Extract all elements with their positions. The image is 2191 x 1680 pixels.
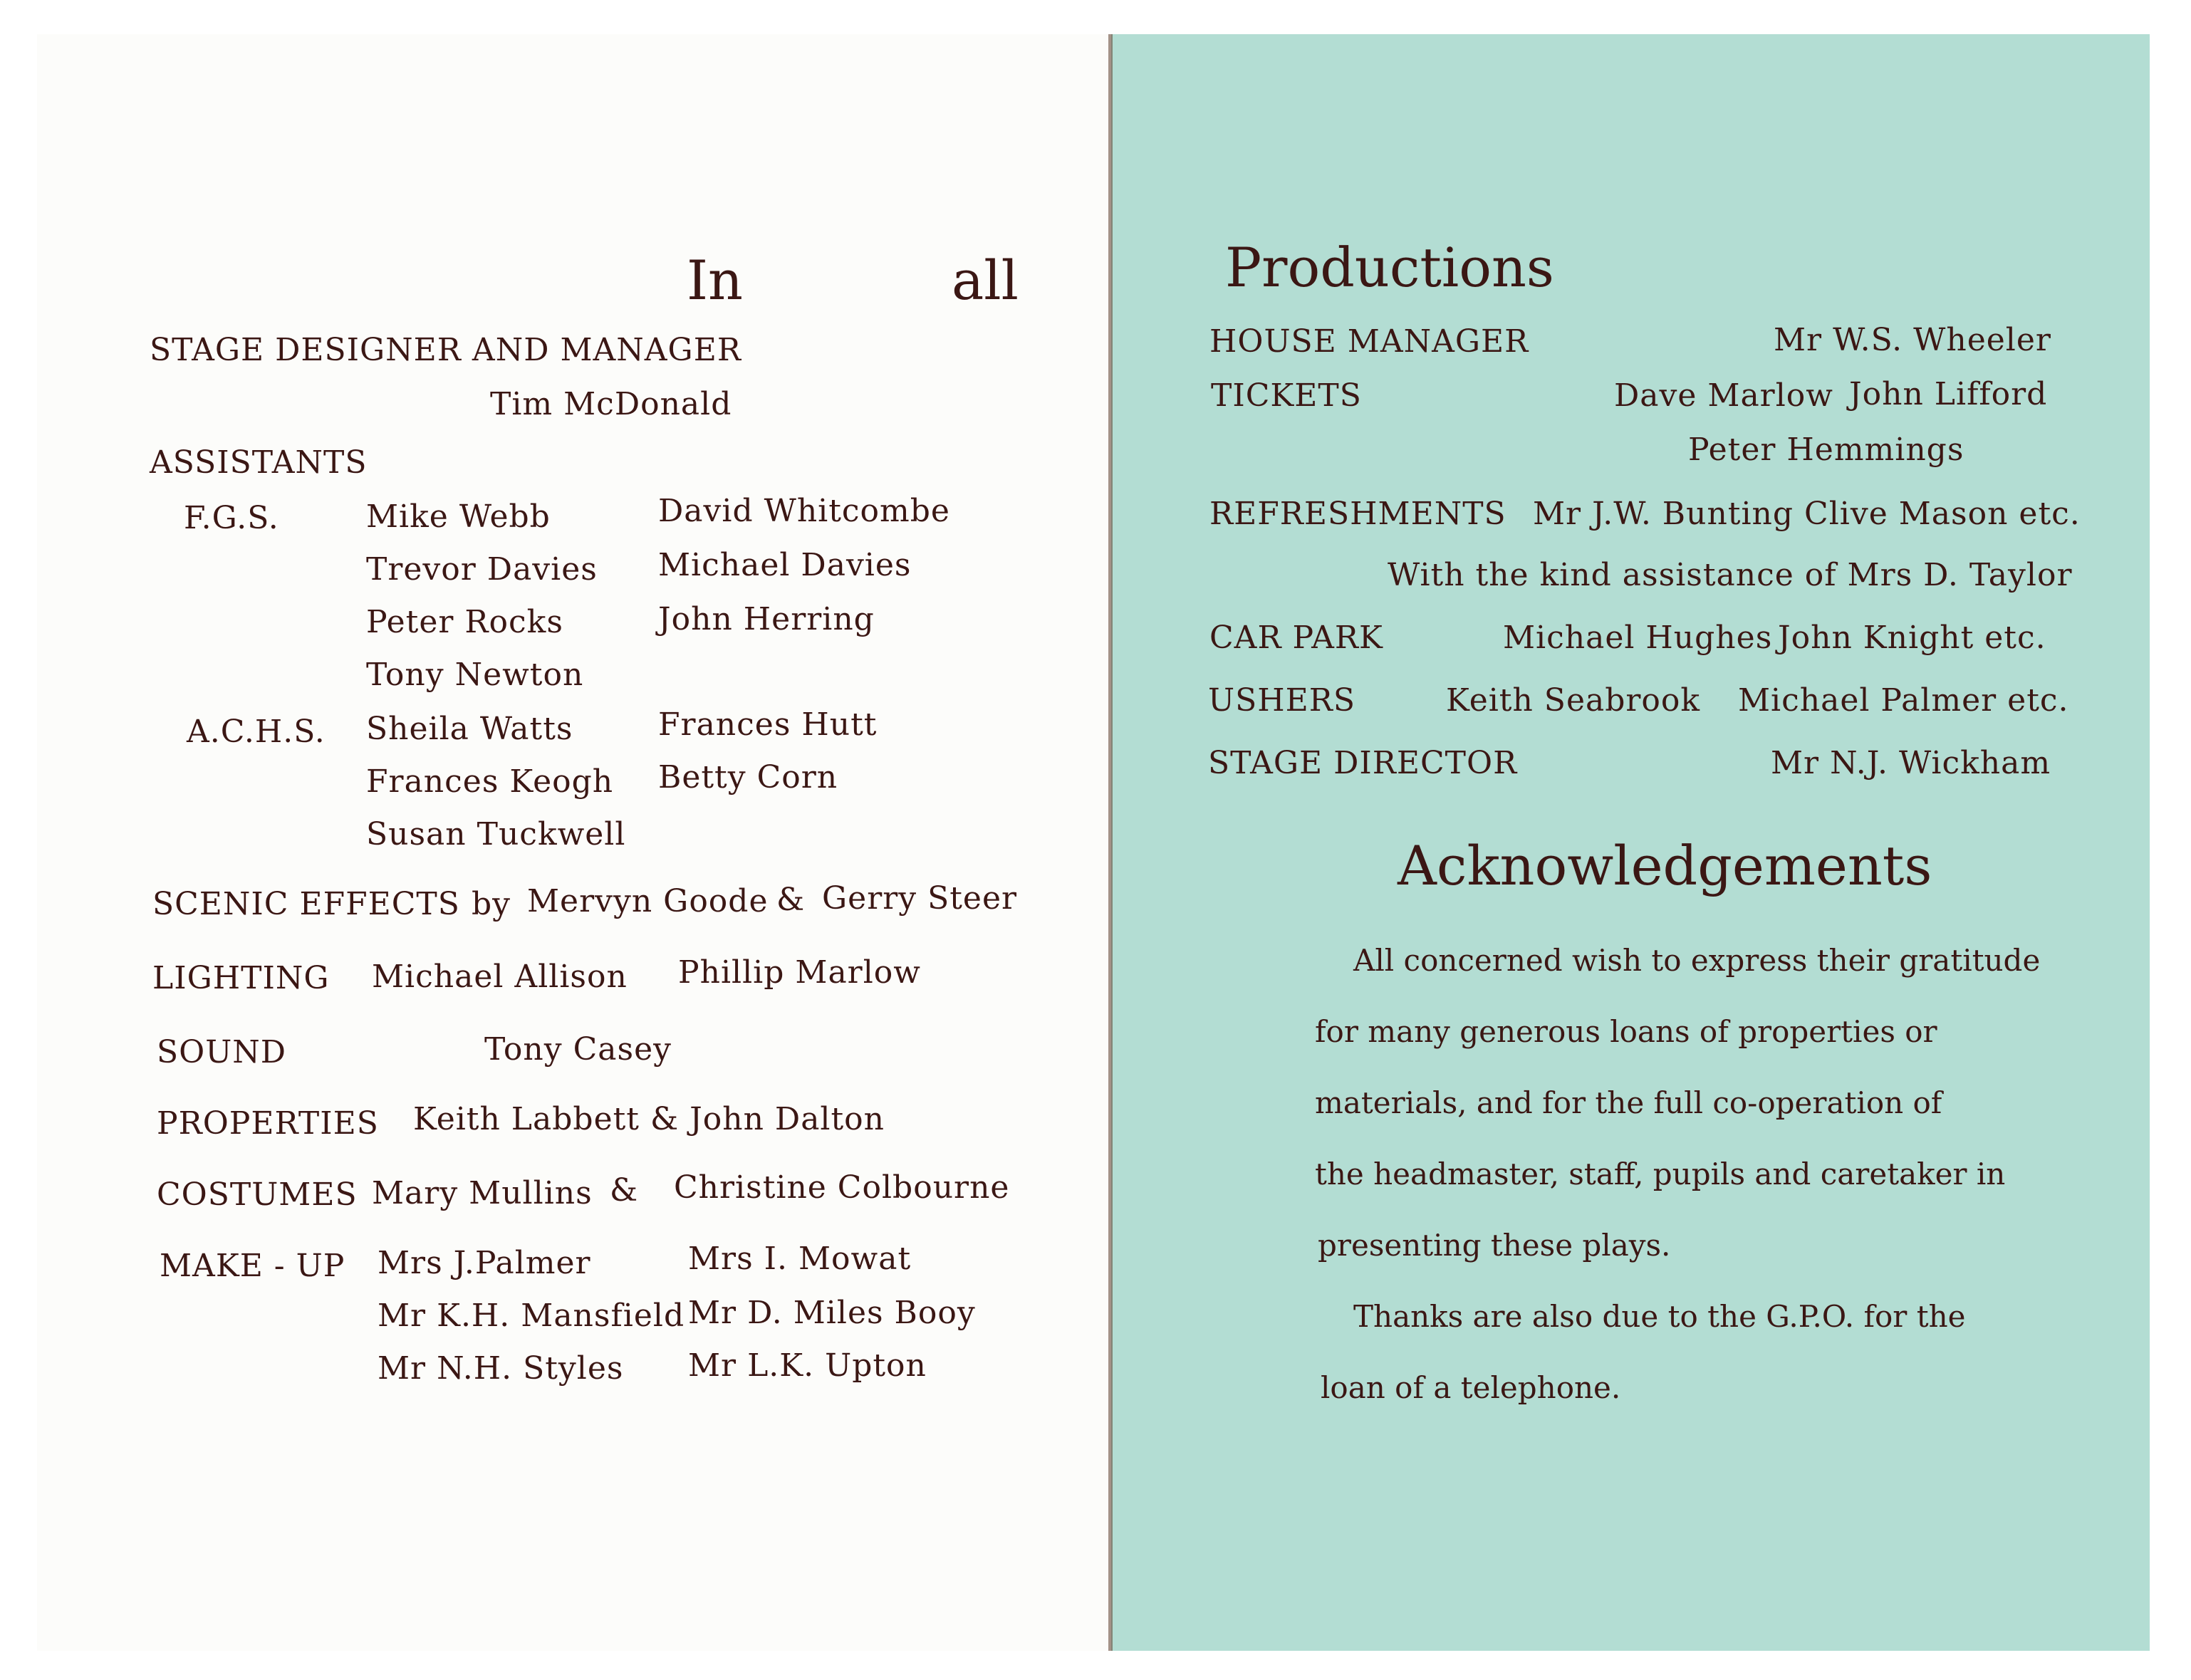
ack-line: presenting these plays. xyxy=(1318,1228,1671,1263)
ushers-name: Michael Palmer etc. xyxy=(1738,682,2069,719)
scenic-effects-label: SCENIC EFFECTS xyxy=(152,886,460,922)
assistance-note: With the kind assistance of Mrs D. Taylor xyxy=(1388,557,2073,593)
tickets-label: TICKETS xyxy=(1211,377,1362,414)
lighting-name: Michael Allison xyxy=(372,959,628,995)
car-park-label: CAR PARK xyxy=(1209,620,1383,656)
car-park-name: John Knight etc. xyxy=(1778,620,2046,656)
fgs-name: Michael Davies xyxy=(658,547,912,583)
makeup-name: Mrs I. Mowat xyxy=(688,1241,912,1277)
achs-label: A.C.H.S. xyxy=(187,714,326,750)
acknowledgements-heading: Acknowledgements xyxy=(1398,834,1932,897)
ushers-name: Keith Seabrook xyxy=(1446,682,1701,719)
achs-name: Susan Tuckwell xyxy=(366,816,626,852)
fgs-label: F.G.S. xyxy=(184,500,279,536)
productions-heading: Productions xyxy=(1225,236,1554,299)
makeup-name: Mr D. Miles Booy xyxy=(688,1295,976,1331)
fgs-name: David Whitcombe xyxy=(658,493,950,529)
heading-all: all xyxy=(952,249,1019,312)
costumes-name: Christine Colbourne xyxy=(674,1169,1010,1206)
ushers-label: USHERS xyxy=(1208,682,1355,719)
lighting-name: Phillip Marlow xyxy=(678,954,921,991)
ack-line: All concerned wish to express their gratitude xyxy=(1353,943,2041,978)
scenic-name: Gerry Steer xyxy=(822,880,1018,917)
ack-line: materials, and for the full co-operation of xyxy=(1315,1085,1942,1120)
stage-director-label: STAGE DIRECTOR xyxy=(1208,745,1518,781)
stage-designer-name: Tim McDonald xyxy=(490,386,732,422)
makeup-name: Mr N.H. Styles xyxy=(378,1350,624,1387)
achs-name: Frances Keogh xyxy=(366,763,614,800)
stage-designer-label: STAGE DESIGNER AND MANAGER xyxy=(150,332,741,368)
stage-director-name: Mr N.J. Wickham xyxy=(1771,745,2051,781)
makeup-name: Mrs J.Palmer xyxy=(378,1245,591,1281)
house-manager-name: Mr W.S. Wheeler xyxy=(1774,322,2051,358)
achs-name: Betty Corn xyxy=(658,759,838,795)
assistants-label: ASSISTANTS xyxy=(150,444,368,481)
scenic-by: by xyxy=(472,886,511,922)
fgs-name: John Herring xyxy=(658,601,875,637)
sound-name: Tony Casey xyxy=(484,1031,672,1068)
lighting-label: LIGHTING xyxy=(152,960,330,996)
refreshments-label: REFRESHMENTS xyxy=(1209,496,1506,532)
ack-line: Thanks are also due to the G.P.O. for the xyxy=(1353,1299,1966,1334)
page-spine xyxy=(1108,34,1113,1651)
ack-line: loan of a telephone. xyxy=(1321,1370,1621,1405)
refreshments-names: Mr J.W. Bunting Clive Mason etc. xyxy=(1533,496,2081,532)
heading-in: In xyxy=(687,249,743,312)
achs-name: Sheila Watts xyxy=(366,711,573,747)
scenic-ampersand: & xyxy=(776,882,806,918)
costumes-ampersand: & xyxy=(610,1172,639,1209)
fgs-name: Tony Newton xyxy=(366,657,584,693)
fgs-name: Peter Rocks xyxy=(366,604,563,640)
costumes-label: COSTUMES xyxy=(157,1176,358,1213)
ack-line: the headmaster, staff, pupils and caretaker in xyxy=(1315,1157,2006,1191)
scenic-name: Mervyn Goode xyxy=(527,883,769,919)
tickets-name: Dave Marlow xyxy=(1614,377,1833,414)
ack-line: for many generous loans of properties or xyxy=(1315,1014,1937,1049)
sound-label: SOUND xyxy=(157,1034,287,1070)
house-manager-label: HOUSE MANAGER xyxy=(1209,323,1529,360)
tickets-name: Peter Hemmings xyxy=(1688,432,1964,468)
tickets-name: John Lifford xyxy=(1849,376,2048,412)
car-park-name: Michael Hughes xyxy=(1503,620,1773,656)
makeup-name: Mr L.K. Upton xyxy=(688,1347,927,1384)
costumes-name: Mary Mullins xyxy=(372,1175,593,1211)
makeup-name: Mr K.H. Mansfield xyxy=(378,1298,685,1334)
fgs-name: Mike Webb xyxy=(366,499,551,535)
properties-label: PROPERTIES xyxy=(157,1105,379,1142)
properties-names: Keith Labbett & John Dalton xyxy=(413,1101,885,1137)
makeup-label: MAKE - UP xyxy=(160,1248,345,1284)
fgs-name: Trevor Davies xyxy=(366,551,598,588)
achs-name: Frances Hutt xyxy=(658,706,878,743)
